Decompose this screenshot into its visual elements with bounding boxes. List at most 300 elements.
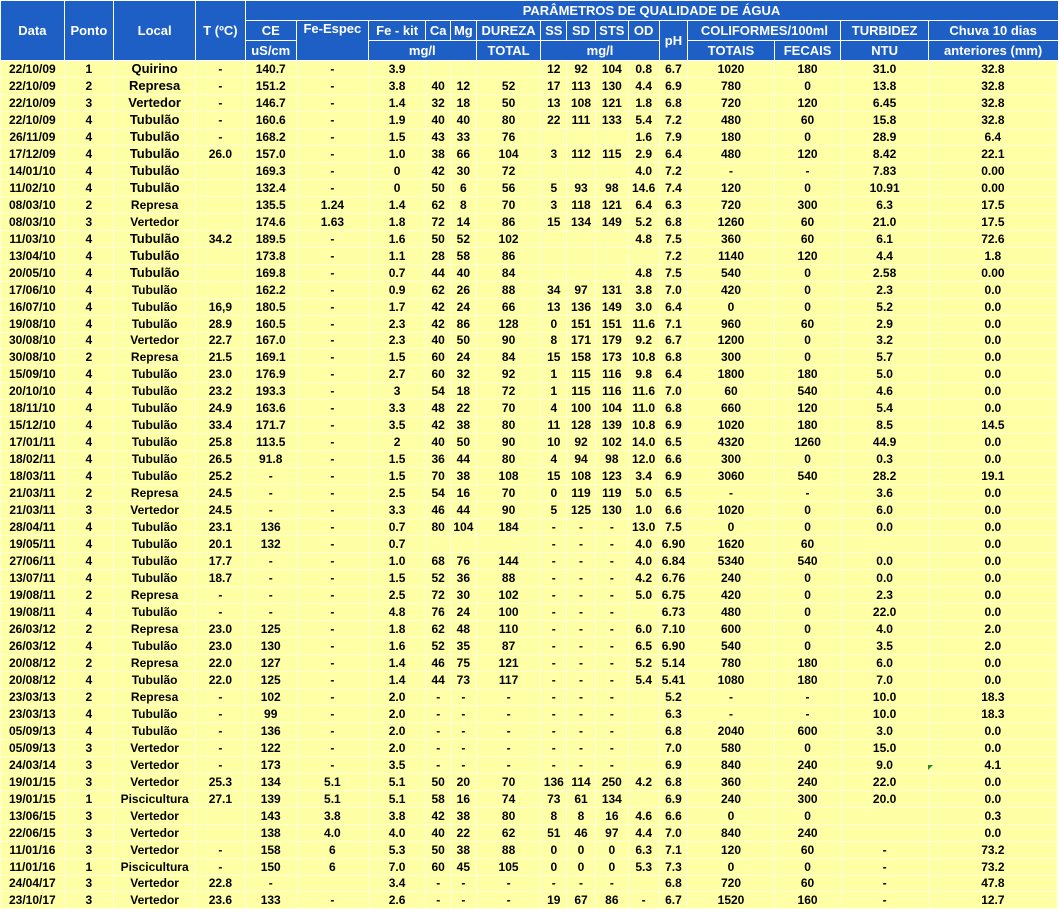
cell-mg: 22 <box>451 824 477 841</box>
table-row <box>1 824 1059 841</box>
cell-fe-espec: - <box>296 536 368 553</box>
unit-mgl-2: mg/l <box>541 41 659 61</box>
cell-fe-espec: - <box>296 468 368 485</box>
cell-local: Tubulão <box>114 637 196 654</box>
cell-mg: 32 <box>451 366 477 383</box>
cell-sd: 94 <box>567 451 596 468</box>
cell-data: 18/03/11 <box>1 468 65 485</box>
cell-data: 22/06/15 <box>1 824 65 841</box>
cell-mg: 86 <box>451 315 477 332</box>
cell-od: 0.8 <box>628 61 659 78</box>
cell-turbidez: - <box>841 875 928 892</box>
cell-sd: 151 <box>567 315 596 332</box>
cell-ca: 40 <box>426 111 451 128</box>
cell-fe-kit: 1.0 <box>368 553 426 570</box>
cell-mg: 50 <box>451 332 477 349</box>
table-row <box>1 519 1059 536</box>
cell-sd <box>567 264 596 281</box>
cell-ponto: 4 <box>64 570 113 587</box>
cell-sts: 104 <box>595 400 628 417</box>
cell-local: Vertedor <box>114 213 196 230</box>
cell-ce: - <box>245 553 296 570</box>
cell-od: 14.6 <box>628 179 659 196</box>
cell-temp: 26.5 <box>196 451 245 468</box>
col-mg: Mg <box>451 21 477 41</box>
cell-ss <box>541 162 567 179</box>
table-row <box>1 637 1059 654</box>
cell-ce: 139 <box>245 790 296 807</box>
cell-coliformes-totais: 360 <box>688 230 774 247</box>
cell-turbidez: 10.0 <box>841 688 928 705</box>
cell-mg: - <box>451 892 477 909</box>
cell-dureza: - <box>476 739 541 756</box>
cell-sts: - <box>595 756 628 773</box>
cell-ca: 60 <box>426 858 451 875</box>
cell-ph: 6.3 <box>659 196 688 213</box>
cell-fe-kit: 2.0 <box>368 705 426 722</box>
cell-ponto: 4 <box>64 162 113 179</box>
cell-sd: 92 <box>567 434 596 451</box>
cell-chuva: 0.0 <box>928 366 1058 383</box>
cell-turbidez: 0.0 <box>841 570 928 587</box>
cell-ca: 60 <box>426 349 451 366</box>
cell-fe-kit: 3 <box>368 383 426 400</box>
cell-mg: 38 <box>451 468 477 485</box>
cell-data: 26/03/12 <box>1 620 65 637</box>
cell-sts: 98 <box>595 179 628 196</box>
cell-chuva: 4.1 <box>928 756 1058 773</box>
cell-od: 6.0 <box>628 620 659 637</box>
cell-ce: 173 <box>245 756 296 773</box>
cell-sts: - <box>595 553 628 570</box>
cell-fe-kit: 1.4 <box>368 654 426 671</box>
cell-od: 5.3 <box>628 858 659 875</box>
cell-turbidez: 0.3 <box>841 451 928 468</box>
cell-od <box>628 875 659 892</box>
table-row <box>1 315 1059 332</box>
cell-ponto: 3 <box>64 824 113 841</box>
cell-temp: 23.0 <box>196 620 245 637</box>
cell-temp: 20.1 <box>196 536 245 553</box>
cell-sd: 171 <box>567 332 596 349</box>
cell-mg: 48 <box>451 620 477 637</box>
cell-turbidez: 22.0 <box>841 773 928 790</box>
cell-temp: - <box>196 587 245 604</box>
cell-chuva: 0.0 <box>928 349 1058 366</box>
cell-fe-espec: - <box>296 349 368 366</box>
cell-ponto: 4 <box>64 281 113 298</box>
cell-ss: - <box>541 705 567 722</box>
cell-coliformes-fecais: 180 <box>774 61 841 78</box>
cell-turbidez: - <box>841 858 928 875</box>
cell-dureza: 74 <box>476 790 541 807</box>
cell-ca: 46 <box>426 654 451 671</box>
cell-coliformes-totais: 480 <box>688 145 774 162</box>
cell-sd: 93 <box>567 179 596 196</box>
cell-sd: 128 <box>567 417 596 434</box>
cell-sd: 97 <box>567 281 596 298</box>
cell-data: 11/01/16 <box>1 841 65 858</box>
col-ponto: Ponto <box>64 1 113 61</box>
cell-coliformes-fecais: 60 <box>774 213 841 230</box>
cell-dureza: 50 <box>476 94 541 111</box>
cell-ph: 6.76 <box>659 570 688 587</box>
cell-sd: 92 <box>567 61 596 78</box>
cell-ss: 0 <box>541 485 567 502</box>
table-row <box>1 570 1059 587</box>
cell-ph: 6.7 <box>659 61 688 78</box>
cell-turbidez: 5.4 <box>841 400 928 417</box>
cell-dureza: 80 <box>476 417 541 434</box>
cell-sd: - <box>567 536 596 553</box>
cell-sts: - <box>595 570 628 587</box>
col-sd: SD <box>567 21 596 41</box>
cell-ce: - <box>245 570 296 587</box>
cell-chuva: 0.00 <box>928 162 1058 179</box>
cell-fe-espec: - <box>296 637 368 654</box>
cell-ss: 0 <box>541 315 567 332</box>
cell-data: 17/06/10 <box>1 281 65 298</box>
cell-fe-kit: 5.1 <box>368 773 426 790</box>
cell-sd <box>567 230 596 247</box>
cell-ca: 32 <box>426 94 451 111</box>
cell-local: Tubulão <box>114 128 196 145</box>
cell-sd: - <box>567 722 596 739</box>
cell-ca: 52 <box>426 570 451 587</box>
cell-local: Tubulão <box>114 264 196 281</box>
cell-ss: 4 <box>541 400 567 417</box>
cell-chuva: 72.6 <box>928 230 1058 247</box>
cell-data: 20/10/10 <box>1 383 65 400</box>
cell-coliformes-totais: 420 <box>688 587 774 604</box>
cell-ca: 54 <box>426 383 451 400</box>
cell-temp: 23.2 <box>196 383 245 400</box>
cell-data: 19/01/15 <box>1 773 65 790</box>
cell-chuva: 0.00 <box>928 179 1058 196</box>
cell-ca: 44 <box>426 264 451 281</box>
cell-sts: 130 <box>595 502 628 519</box>
cell-ss: 5 <box>541 179 567 196</box>
cell-od: 6.4 <box>628 196 659 213</box>
cell-ss: - <box>541 536 567 553</box>
cell-ca: - <box>426 739 451 756</box>
cell-mg: 104 <box>451 519 477 536</box>
cell-mg: 75 <box>451 654 477 671</box>
cell-fe-kit: 2.0 <box>368 688 426 705</box>
cell-fe-espec: - <box>296 502 368 519</box>
cell-fe-kit: 2.7 <box>368 366 426 383</box>
cell-mg: - <box>451 688 477 705</box>
cell-fe-kit: 4.8 <box>368 604 426 621</box>
cell-ponto: 3 <box>64 892 113 909</box>
cell-ponto: 1 <box>64 790 113 807</box>
cell-ph: 6.8 <box>659 722 688 739</box>
cell-fe-kit: 3.8 <box>368 77 426 94</box>
cell-dureza: 56 <box>476 179 541 196</box>
cell-od: 14.0 <box>628 434 659 451</box>
cell-data: 19/01/15 <box>1 790 65 807</box>
cell-data: 19/08/10 <box>1 315 65 332</box>
cell-ponto: 2 <box>64 688 113 705</box>
cell-chuva: 0.0 <box>928 451 1058 468</box>
cell-local: Represa <box>114 620 196 637</box>
cell-coliformes-fecais: 0 <box>774 502 841 519</box>
cell-coliformes-fecais: 240 <box>774 756 841 773</box>
cell-ponto: 4 <box>64 230 113 247</box>
cell-coliformes-totais: 300 <box>688 349 774 366</box>
cell-ca: - <box>426 705 451 722</box>
cell-data: 19/08/11 <box>1 604 65 621</box>
cell-ce: 169.1 <box>245 349 296 366</box>
cell-ph: 6.8 <box>659 94 688 111</box>
cell-local: Represa <box>114 77 196 94</box>
cell-coliformes-totais: 600 <box>688 620 774 637</box>
cell-local: Tubulão <box>114 671 196 688</box>
cell-coliformes-totais: 0 <box>688 298 774 315</box>
cell-mg: 6 <box>451 179 477 196</box>
cell-ponto: 3 <box>64 773 113 790</box>
cell-coliformes-totais: 360 <box>688 773 774 790</box>
cell-sts: 121 <box>595 94 628 111</box>
cell-fe-kit: 3.5 <box>368 756 426 773</box>
cell-ce: 146.7 <box>245 94 296 111</box>
cell-od <box>628 604 659 621</box>
cell-local: Vertedor <box>114 807 196 824</box>
cell-temp: 27.1 <box>196 790 245 807</box>
cell-ss: 13 <box>541 94 567 111</box>
cell-ph: 6.90 <box>659 536 688 553</box>
cell-ca <box>426 536 451 553</box>
cell-coliformes-totais: 720 <box>688 94 774 111</box>
cell-dureza <box>476 536 541 553</box>
cell-sd: 108 <box>567 94 596 111</box>
cell-sd: - <box>567 654 596 671</box>
cell-chuva: 0.0 <box>928 671 1058 688</box>
cell-ca: - <box>426 875 451 892</box>
cell-ph: 6.9 <box>659 468 688 485</box>
cell-coliformes-totais: 420 <box>688 281 774 298</box>
cell-fe-kit: 2.3 <box>368 315 426 332</box>
cell-ss: - <box>541 570 567 587</box>
cell-ph: 6.5 <box>659 485 688 502</box>
cell-coliformes-totais: 1020 <box>688 502 774 519</box>
cell-local: Tubulão <box>114 111 196 128</box>
cell-chuva: 0.0 <box>928 739 1058 756</box>
cell-sts: 131 <box>595 281 628 298</box>
cell-data: 20/05/10 <box>1 264 65 281</box>
table-row <box>1 773 1059 790</box>
cell-temp: 26.0 <box>196 145 245 162</box>
cell-temp <box>196 162 245 179</box>
cell-ss: - <box>541 654 567 671</box>
col-fecais: FECAIS <box>774 41 841 61</box>
cell-coliformes-totais: 1260 <box>688 213 774 230</box>
cell-ph: 6.8 <box>659 773 688 790</box>
cell-coliformes-totais: 780 <box>688 654 774 671</box>
cell-ph: 7.5 <box>659 230 688 247</box>
cell-data: 13/06/15 <box>1 807 65 824</box>
cell-turbidez: 10.0 <box>841 705 928 722</box>
cell-temp: - <box>196 756 245 773</box>
cell-ca: 40 <box>426 332 451 349</box>
cell-coliformes-fecais: 120 <box>774 94 841 111</box>
cell-fe-espec: - <box>296 451 368 468</box>
cell-ph: 6.84 <box>659 553 688 570</box>
cell-dureza: 102 <box>476 587 541 604</box>
cell-ph: 7.0 <box>659 824 688 841</box>
cell-temp: 23.0 <box>196 637 245 654</box>
cell-chuva: 0.0 <box>928 485 1058 502</box>
cell-ponto: 4 <box>64 128 113 145</box>
cell-fe-kit: 3.4 <box>368 875 426 892</box>
cell-ce: - <box>245 604 296 621</box>
cell-ca: - <box>426 688 451 705</box>
cell-temp: 22.0 <box>196 654 245 671</box>
cell-sts: - <box>595 536 628 553</box>
cell-ss: 17 <box>541 77 567 94</box>
cell-data: 05/09/13 <box>1 722 65 739</box>
cell-sts: 116 <box>595 366 628 383</box>
cell-sd: 100 <box>567 400 596 417</box>
cell-od: 3.4 <box>628 468 659 485</box>
cell-local: Tubulão <box>114 315 196 332</box>
cell-chuva: 12.7 <box>928 892 1058 909</box>
cell-coliformes-totais: 180 <box>688 128 774 145</box>
cell-ponto: 2 <box>64 196 113 213</box>
cell-od: 6.3 <box>628 841 659 858</box>
cell-local: Vertedor <box>114 824 196 841</box>
cell-coliformes-totais: 300 <box>688 451 774 468</box>
cell-coliformes-totais: 1800 <box>688 366 774 383</box>
cell-sd: - <box>567 553 596 570</box>
cell-local: Quirino <box>114 61 196 78</box>
cell-mg: 24 <box>451 349 477 366</box>
cell-ca: 60 <box>426 366 451 383</box>
cell-sts: - <box>595 620 628 637</box>
cell-sts: 149 <box>595 213 628 230</box>
cell-ponto: 4 <box>64 332 113 349</box>
cell-ss <box>541 247 567 264</box>
cell-coliformes-fecais: 0 <box>774 332 841 349</box>
cell-fe-espec: - <box>296 94 368 111</box>
cell-fe-kit: 1.0 <box>368 145 426 162</box>
cell-od: 4.2 <box>628 570 659 587</box>
cell-od: 5.4 <box>628 111 659 128</box>
cell-od: 4.4 <box>628 824 659 841</box>
cell-od: - <box>628 892 659 909</box>
cell-coliformes-fecais: 180 <box>774 654 841 671</box>
cell-ce: 113.5 <box>245 434 296 451</box>
cell-local: Tubulão <box>114 451 196 468</box>
cell-fe-kit: 2.0 <box>368 739 426 756</box>
cell-local: Represa <box>114 587 196 604</box>
cell-temp: 24.5 <box>196 502 245 519</box>
cell-fe-kit: 1.4 <box>368 671 426 688</box>
cell-ph: 7.2 <box>659 247 688 264</box>
cell-coliformes-fecais: 300 <box>774 790 841 807</box>
cell-chuva: 19.1 <box>928 468 1058 485</box>
cell-coliformes-fecais: 0 <box>774 128 841 145</box>
cell-sd: 0 <box>567 841 596 858</box>
cell-od <box>628 722 659 739</box>
cell-chuva: 22.1 <box>928 145 1058 162</box>
cell-ph: 6.6 <box>659 502 688 519</box>
cell-mg: 33 <box>451 128 477 145</box>
cell-ph: 7.4 <box>659 179 688 196</box>
cell-sd: 119 <box>567 485 596 502</box>
cell-ponto: 4 <box>64 145 113 162</box>
cell-ce: - <box>245 502 296 519</box>
cell-ponto: 3 <box>64 94 113 111</box>
cell-mg: 44 <box>451 451 477 468</box>
cell-ss: 15 <box>541 213 567 230</box>
cell-data: 17/01/11 <box>1 434 65 451</box>
cell-sts: - <box>595 637 628 654</box>
cell-sd: - <box>567 671 596 688</box>
cell-turbidez: 3.0 <box>841 722 928 739</box>
col-chuva: Chuva 10 dias <box>928 21 1058 41</box>
cell-local: Tubulão <box>114 281 196 298</box>
cell-ce: 158 <box>245 841 296 858</box>
table-row <box>1 705 1059 722</box>
cell-fe-espec: - <box>296 247 368 264</box>
cell-sts: - <box>595 654 628 671</box>
cell-temp: - <box>196 858 245 875</box>
cell-local: Vertedor <box>114 502 196 519</box>
cell-coliformes-fecais: 0 <box>774 570 841 587</box>
cell-ca: 80 <box>426 519 451 536</box>
cell-ph: 6.4 <box>659 145 688 162</box>
cell-temp: - <box>196 94 245 111</box>
cell-dureza: 90 <box>476 502 541 519</box>
cell-turbidez: 7.83 <box>841 162 928 179</box>
cell-ce: 127 <box>245 654 296 671</box>
cell-comment-marker <box>928 765 933 770</box>
cell-chuva: 2.0 <box>928 637 1058 654</box>
cell-chuva: 0.0 <box>928 790 1058 807</box>
cell-coliformes-fecais: 60 <box>774 315 841 332</box>
cell-ce: 132.4 <box>245 179 296 196</box>
cell-sts: - <box>595 671 628 688</box>
cell-mg: 36 <box>451 570 477 587</box>
cell-turbidez: 2.9 <box>841 315 928 332</box>
cell-fe-kit: 3.8 <box>368 807 426 824</box>
cell-coliformes-totais: 840 <box>688 824 774 841</box>
cell-mg: 73 <box>451 671 477 688</box>
table-row <box>1 400 1059 417</box>
cell-turbidez: 6.3 <box>841 196 928 213</box>
cell-chuva: 73.2 <box>928 858 1058 875</box>
table-row <box>1 61 1059 78</box>
cell-fe-kit: 2.0 <box>368 722 426 739</box>
cell-data: 20/08/12 <box>1 671 65 688</box>
cell-fe-espec: - <box>296 400 368 417</box>
cell-turbidez: 2.3 <box>841 281 928 298</box>
cell-temp: 17.7 <box>196 553 245 570</box>
cell-chuva: 0.0 <box>928 604 1058 621</box>
cell-local: Tubulão <box>114 162 196 179</box>
cell-temp: 34.2 <box>196 230 245 247</box>
cell-temp <box>196 196 245 213</box>
cell-ca: 70 <box>426 468 451 485</box>
cell-mg: 16 <box>451 790 477 807</box>
cell-dureza: 84 <box>476 349 541 366</box>
cell-fe-espec: 1.24 <box>296 196 368 213</box>
cell-fe-kit: 1.5 <box>368 349 426 366</box>
table-row <box>1 807 1059 824</box>
table-row <box>1 892 1059 909</box>
cell-ce: 143 <box>245 807 296 824</box>
